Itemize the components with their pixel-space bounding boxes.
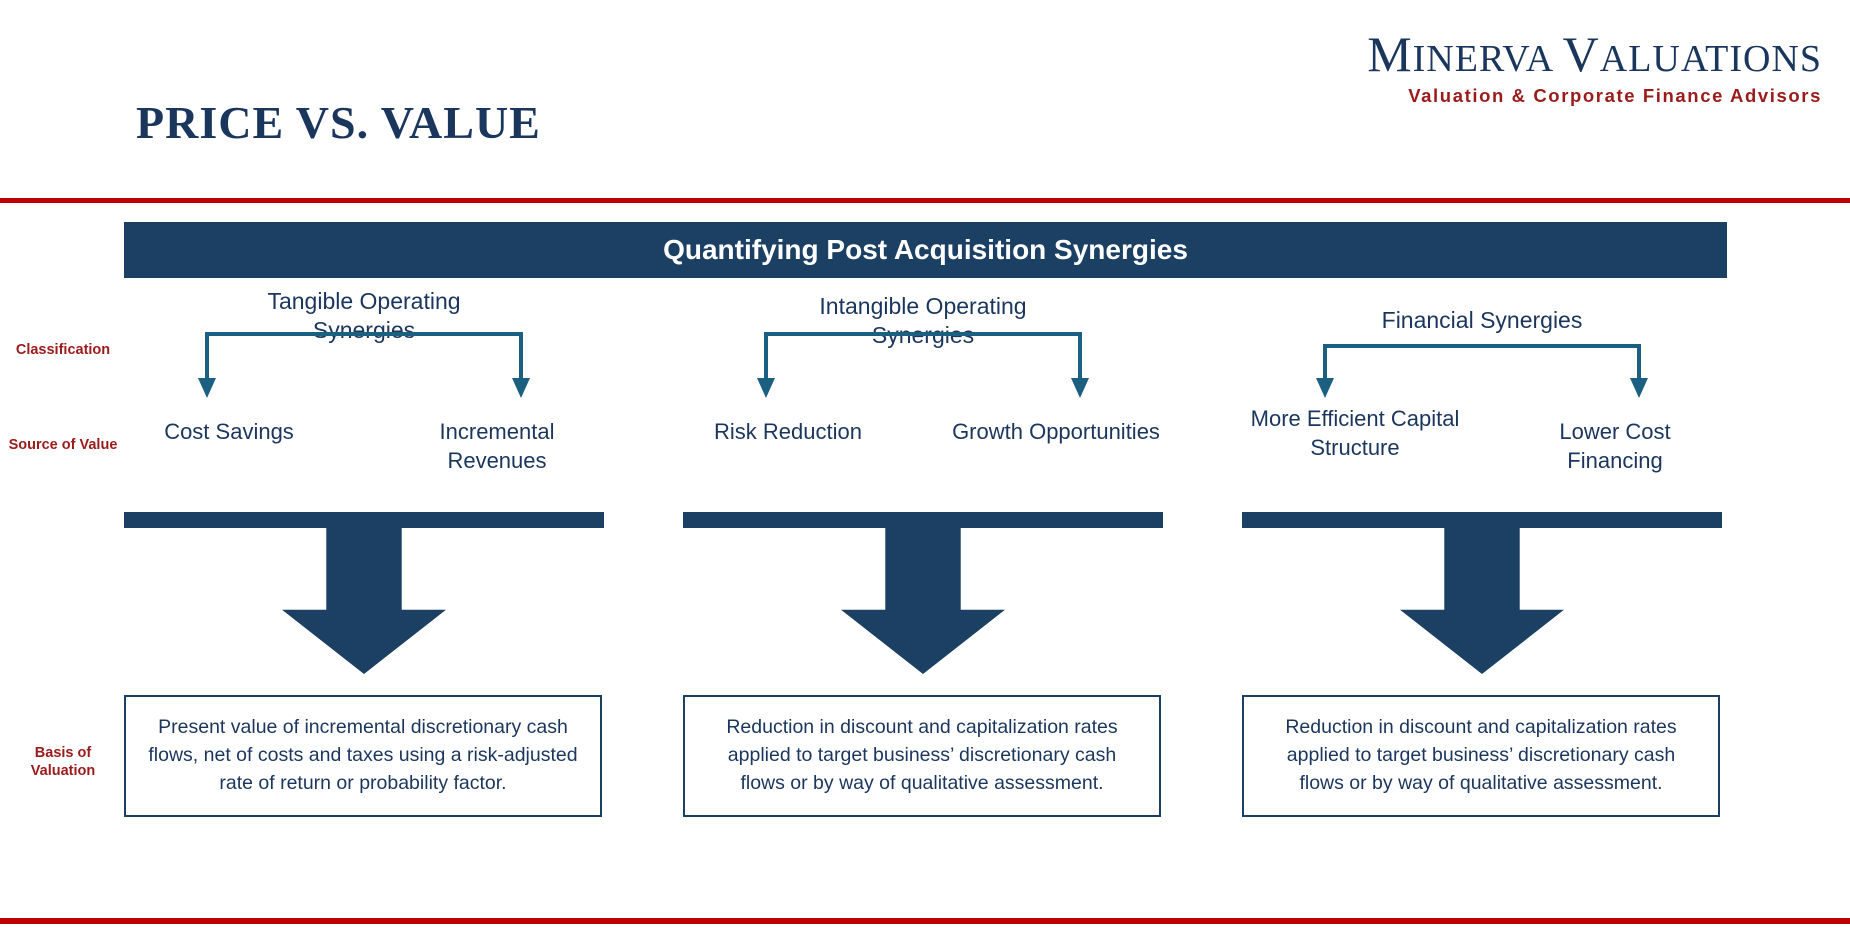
synergy-column-intangible-operating: [683, 278, 1163, 838]
column-divider-bar: [1242, 512, 1722, 528]
basis-of-valuation-box: Reduction in discount and capitalization rates applied to target business’ discretionary cash flows or by way of qualitative assessment.: [683, 695, 1161, 817]
down-arrow-icon: [282, 528, 446, 674]
source-of-value-left: Risk Reduction: [714, 419, 862, 444]
footer-divider-rule: [0, 918, 1850, 924]
header-divider-rule: [0, 198, 1850, 203]
column-heading: Financial Synergies: [1381, 307, 1583, 333]
source-of-value-right: Growth Opportunities: [952, 419, 1160, 444]
source-of-value-right: Incremental Revenues: [439, 419, 555, 473]
synergy-column-tangible-operating: [124, 278, 604, 838]
row-label-classification: Classification: [15, 342, 111, 358]
logo-company-name: MINERVA VALUATIONS: [1367, 26, 1822, 82]
column-divider-bar: [124, 512, 604, 528]
column-heading: Tangible Operating Synergies: [267, 288, 461, 343]
row-label-source-of-value: Source of Value: [8, 437, 118, 453]
column-heading: Intangible Operating Synergies: [819, 293, 1027, 348]
page-title: PRICE VS. VALUE: [136, 97, 541, 148]
down-arrow-icon: [1400, 528, 1564, 674]
column-divider-bar: [683, 512, 1163, 528]
basis-of-valuation-box: Reduction in discount and capitalization rates applied to target business’ discretionary cash flows or by way of qualitative assessment.: [1242, 695, 1720, 817]
section-banner: Quantifying Post Acquisition Synergies: [124, 222, 1727, 278]
row-label-basis-of-valuation: Basis of Valuation: [30, 745, 96, 780]
logo-tagline: Valuation & Corporate Finance Advisors: [1408, 84, 1822, 106]
down-arrow-icon: [841, 528, 1005, 674]
basis-of-valuation-box: Present value of incremental discretionary cash flows, net of costs and taxes using a risk-adjusted rate of return or probability factor.: [124, 695, 602, 817]
source-of-value-left: More Efficient Capital Structure: [1250, 406, 1460, 460]
synergy-column-financial: [1242, 278, 1722, 838]
company-logo: [1367, 28, 1822, 107]
source-of-value-right: Lower Cost Financing: [1559, 419, 1671, 473]
source-of-value-left: Cost Savings: [164, 419, 294, 444]
